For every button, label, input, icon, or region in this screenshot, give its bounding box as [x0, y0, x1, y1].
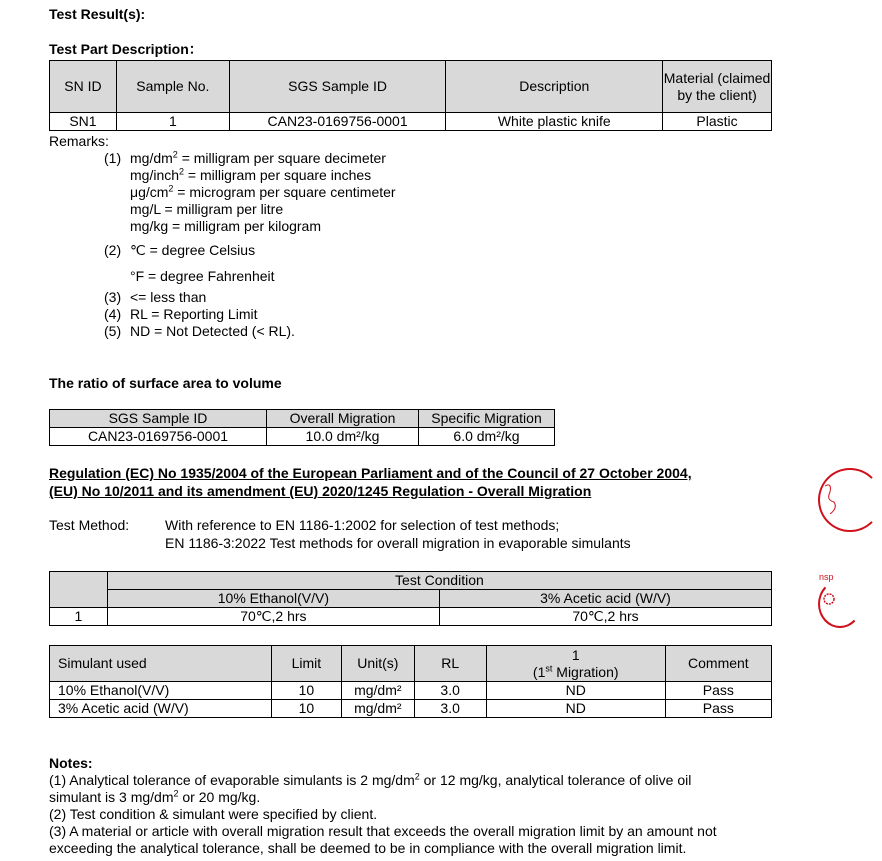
cell-specific-migration: 6.0 dm²/kg [419, 428, 555, 446]
cell-ethanol-condition: 70℃,2 hrs [107, 608, 439, 626]
stamp-text: nsp [819, 572, 834, 582]
col-acetic-acid: 3% Acetic acid (W/V) [439, 590, 771, 608]
cell-unit: mg/dm² [342, 700, 415, 718]
test-condition-title: Test Condition [107, 572, 771, 590]
overall-migration-results-table [49, 645, 772, 718]
cell-limit: 10 [271, 700, 341, 718]
col-limit: Limit [271, 646, 341, 682]
remarks-numbers-1 [104, 150, 121, 167]
blank-header-cell [50, 572, 108, 608]
col-description: Description [446, 61, 663, 113]
remark-1e: mg/kg = milligram per kilogram [130, 218, 321, 234]
col-first-migration: 1 (1st Migration) [486, 646, 665, 682]
note-1-line-1: (1) Analytical tolerance of evaporable simulants is 2 $mg/dm^2$ or 12 mg/kg, analytical tolerance of olive oil [49, 771, 692, 788]
test-results-heading: Test Result(s): [49, 6, 146, 22]
col-sn-id: SN ID [50, 61, 117, 113]
table-row [50, 608, 772, 626]
part-description-table [49, 60, 772, 131]
note-1-line-2: simulant is 3 $mg/dm^2$ or 20 mg/kg. [49, 788, 261, 805]
remark-number: (5) [104, 323, 122, 339]
remark-2a: ℃ = degree Celsius [130, 242, 256, 258]
stamp-seal-bottom [818, 580, 862, 628]
remark-2b: °F = degree Fahrenheit [130, 268, 275, 284]
cell-rl: 3.0 [414, 682, 486, 700]
cell-limit: 10 [271, 682, 341, 700]
cell-sgs-sample-id: CAN23-0169756-0001 [229, 113, 446, 131]
remarks-title: Remarks: [49, 133, 109, 149]
table-row [50, 428, 555, 446]
cell-acetic-condition: 70℃,2 hrs [439, 608, 771, 626]
part-description-heading: Test Part Description： [49, 41, 203, 57]
test-condition-table [49, 571, 772, 626]
cell-description: White plastic knife [446, 113, 663, 131]
col-rl: RL [414, 646, 486, 682]
test-method-line-2: EN 1186-3:2022 Test methods for overall migration in evaporable simulants [165, 535, 631, 551]
cell-simulant: 3% Acetic acid (W/V) [50, 700, 272, 718]
cell-unit: mg/dm² [342, 682, 415, 700]
test-method-line-1: With reference to EN 1186-1:2002 for selection of test methods; [165, 517, 560, 533]
remark-number: (3) [104, 289, 122, 305]
remark-1d: mg/L = milligram per litre [130, 201, 284, 217]
table-row [50, 700, 772, 718]
cell-comment: Pass [665, 682, 771, 700]
col-unit: Unit(s) [342, 646, 415, 682]
cell-sn-id: SN1 [50, 113, 117, 131]
remark-number: (2) [104, 242, 122, 258]
col-comment: Comment [665, 646, 771, 682]
cell-sgs-sample-id: CAN23-0169756-0001 [50, 428, 267, 446]
note-2: (2) Test condition & simulant were specified by client. [49, 806, 378, 822]
remark-1c: $\mu g/cm^2$ = microgram per square centimeter [130, 183, 396, 200]
stamp-emblem-icon [822, 588, 836, 610]
col-sgs-sample-id: SGS Sample ID [50, 410, 267, 428]
cell-row-number: 1 [50, 608, 108, 626]
note-3-line-2: exceeding the analytical tolerance, shall be deemed to be in compliance with the overall migration limit. [49, 840, 687, 856]
table-row [50, 682, 772, 700]
cell-simulant: 10% Ethanol(V/V) [50, 682, 272, 700]
cell-overall-migration: 10.0 dm²/kg [267, 428, 419, 446]
remark-number: (4) [104, 306, 122, 322]
col-sgs-sample-id: SGS Sample ID [229, 61, 446, 113]
cell-rl: 3.0 [414, 700, 486, 718]
remarks-list-1 [130, 150, 396, 235]
col-material: Material (claimed by the client) [663, 61, 772, 113]
remark-number: (1) [104, 150, 122, 166]
col-ethanol: 10% Ethanol(V/V) [107, 590, 439, 608]
ratio-table [49, 409, 555, 446]
regulation-line-2: (EU) No 10/2011 and its amendment (EU) 2020/1245 Regulation - Overall Migration [49, 483, 592, 499]
remark-5: ND = Not Detected (< RL). [130, 323, 295, 339]
col-simulant: Simulant used [50, 646, 272, 682]
remark-1a: $mg/dm^2$ = milligram per square decimeter [130, 149, 386, 166]
col-specific-migration: Specific Migration [419, 410, 555, 428]
test-method-label: Test Method: [49, 517, 130, 533]
ratio-heading: The ratio of surface area to volume [49, 375, 282, 391]
regulation-line-1: Regulation (EC) No 1935/2004 of the European Parliament and of the Council of 27 October 2004, [49, 465, 692, 481]
cell-sample-no: 1 [116, 113, 229, 131]
table-row [50, 113, 772, 131]
cell-comment: Pass [665, 700, 771, 718]
cell-material: Plastic [663, 113, 772, 131]
col-overall-migration: Overall Migration [267, 410, 419, 428]
remark-4: RL = Reporting Limit [130, 306, 258, 322]
stamp-scribble-icon [822, 480, 842, 520]
cell-result: ND [486, 682, 665, 700]
notes-title: Notes: [49, 755, 93, 771]
cell-result: ND [486, 700, 665, 718]
col-sample-no: Sample No. [116, 61, 229, 113]
stamp-seal-top [818, 468, 882, 532]
remark-1b: mg/inch$^2$ = milligram per square inches [130, 166, 372, 183]
note-3-line-1: (3) A material or article with overall migration result that exceeds the overall migration limit by an amount not [49, 823, 717, 839]
remark-3: <= less than [130, 289, 207, 305]
